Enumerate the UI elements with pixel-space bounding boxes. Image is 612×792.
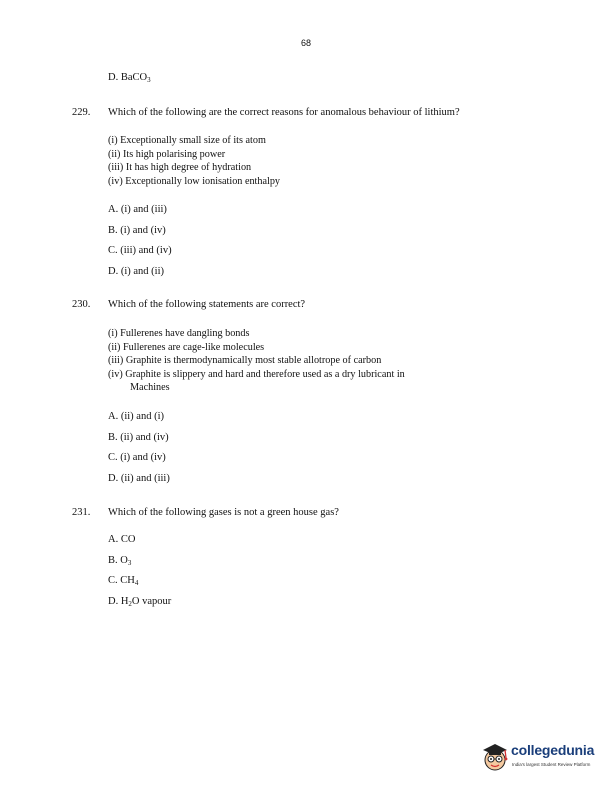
subscript: 3 (147, 76, 151, 84)
statement: (iii) It has high degree of hydration (108, 162, 252, 174)
option-text: A. CO (108, 534, 136, 545)
collegedunia-logo (478, 737, 608, 777)
statement: (iv) Exceptionally low ionisation enthalpy (108, 175, 281, 187)
option-list (108, 411, 170, 493)
option-a: A. (ii) and (i) (108, 411, 164, 422)
option-d (108, 596, 171, 617)
logo-wordmark: collegedunia (511, 742, 595, 758)
previous-question-option-d (108, 72, 151, 83)
option-text: B. O (108, 554, 128, 566)
statement-list (108, 327, 405, 395)
option-text: D. BaCO (108, 72, 148, 83)
option-c (108, 575, 171, 596)
option-a: A. (i) and (iii) (108, 204, 167, 215)
statement: (i) Exceptionally small size of its atom (108, 135, 266, 146)
option-text-suffix: O vapour (131, 595, 172, 607)
subscript: 2 (128, 599, 132, 608)
statement: (iii) Graphite is thermodynamically most stable allotrope of carbon (108, 355, 382, 367)
page-number: 68 (300, 38, 311, 48)
statement-list (108, 134, 280, 188)
option-a (108, 534, 171, 555)
statement: (ii) Its high polarising power (108, 148, 226, 160)
option-text: D. H (108, 595, 129, 607)
question-text: Which of the following statements are correct? (108, 299, 306, 310)
option-b: B. (ii) and (iv) (108, 431, 169, 443)
option-text: C. CH (108, 575, 135, 586)
option-b (108, 555, 171, 576)
option-d: D. (i) and (ii) (108, 265, 164, 277)
question-text: Which of the following gases is not a green house gas? (108, 507, 339, 518)
option-b: B. (i) and (iv) (108, 224, 166, 236)
statement-continuation: Machines (130, 382, 170, 394)
statement: (iv) Graphite is slippery and hard and therefore used as a dry lubricant in (108, 368, 405, 380)
question-text: Which of the following are the correct reasons for anomalous behaviour of lithium? (108, 107, 460, 118)
subscript: 4 (134, 579, 139, 587)
question-number: 231. (72, 507, 91, 518)
option-list (108, 534, 171, 616)
subscript: 3 (127, 558, 132, 567)
question-number: 229. (72, 107, 91, 118)
option-list (108, 204, 172, 286)
logo-tagline: India's largest Student Review Platform (512, 762, 591, 767)
statement: (ii) Fullerenes are cage-like molecules (108, 341, 265, 353)
option-c: C. (iii) and (iv) (108, 245, 172, 256)
graduate-mascot-icon (478, 739, 512, 773)
option-d: D. (ii) and (iii) (108, 472, 170, 484)
option-c: C. (i) and (iv) (108, 452, 166, 463)
statement: (i) Fullerenes have dangling bonds (108, 328, 250, 339)
question-number: 230. (72, 299, 91, 310)
